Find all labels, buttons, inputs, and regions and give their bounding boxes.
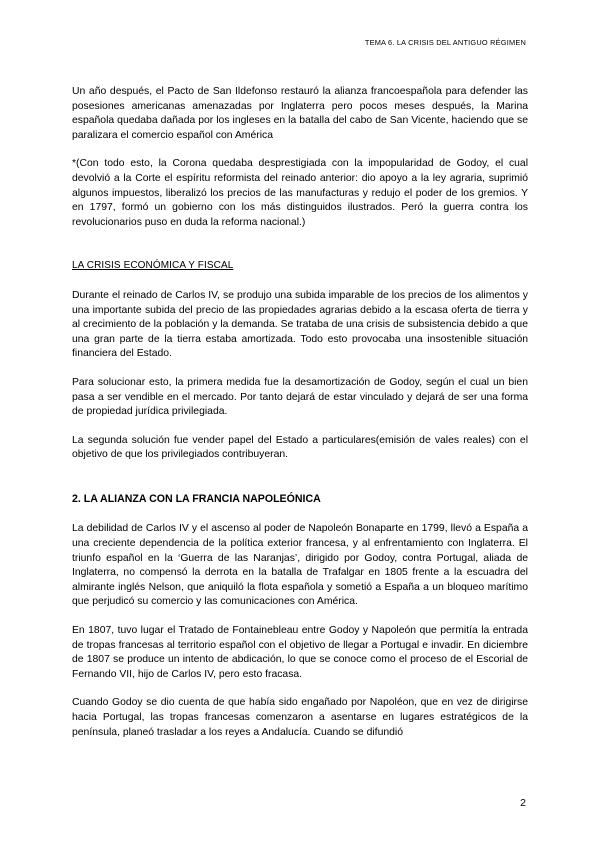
paragraph-crisis-1: Durante el reinado de Carlos IV, se produjo una subida imparable de los precios de los alimentos y una importante subida del precio de las propiedades agrarias debido a la escasa oferta de tierra y al crecimiento de la población y la demanda. Se trataba de una crisis de subsistencia debido a que una gran parte de la tierra estaba amortizada. Todo esto provocaba una insostenible situación financiera del Estado. xyxy=(72,289,528,360)
page-body xyxy=(72,85,528,754)
paragraph-san-ildefonso: Un año después, el Pacto de San Ildefonso restauró la alianza francoespañola para defender las posesiones americanas amenazadas por Inglaterra pero pocos meses después, la Marina española quedaba dañada por los ingleses en la batalla del cabo de San Vicente, haciendo que se paralizara el comercio español con América xyxy=(72,86,528,141)
section-title-alianza: 2. LA ALIANZA CON LA FRANCIA NAPOLEÓNICA xyxy=(72,492,321,505)
paragraph-godoy-note: *(Con todo esto, la Corona quedaba desprestigiada con la impopularidad de Godoy, el cual devolvió a la Corte el espíritu reformista del reinado anterior: dio apoyo a la ley agraria, suprimió algunos impuestos, liberalizó los precios de las manufacturas y redujo el poder de los gremios. Y en 1797, formó un gobierno con los más distinguidos ilustrados. Peró la guerra contra los revolucionarios puso en duda la reforma nacional.) xyxy=(72,158,528,228)
page-number: 2 xyxy=(520,797,526,809)
paragraph-alianza-1: La debilidad de Carlos IV y el ascenso al poder de Napoleón Bonaparte en 1799, llevó a España a una creciente dependencia de la política exterior francesa, y al enfrentamiento con Inglaterra. El triunfo español en la ‘Guerra de las Naranjas’, dirigido por Godoy, contra Portugal, aliada de Inglaterra, no compensó la derrota en la batalla de Trafalgar en 1805 frente a la escuadra del almirante inglés Nelson, que aniquiló la flota española y sometió a España a un bloqueo marítimo que perjudicó su comercio y las comunicaciones con América. xyxy=(72,523,528,608)
paragraph-alianza-3: Cuando Godoy se dio cuenta de que había sido engañado por Napoléon, que en vez de dirigirse hacia Portugal, las tropas francesas comenzaron a asentarse en lugares estratégicos de la península, planeó trasladar a los reyes a Andalucía. Cuando se difundió xyxy=(72,697,528,738)
running-header: TEMA 6. LA CRISIS DEL ANTIGUO RÉGIMEN xyxy=(364,38,526,47)
paragraph-alianza-2: En 1807, tuvo lugar el Tratado de Fontainebleau entre Godoy y Napoleón que permitía la entrada de tropas francesas al territorio español con el objetivo de llegar a Portugal e invadir. En diciembre de 1807 se produce un intento de abdicación, lo que se conoce como el proceso de el Escorial de Fernando VII, hijo de Carlos IV, pero esto fracasa. xyxy=(72,625,528,680)
paragraph-crisis-3: La segunda solución fue vender papel del Estado a particulares(emisión de vales reales) con el objetivo de que los privilegiados contribuyeran. xyxy=(72,434,528,461)
paragraph-crisis-2: Para solucionar esto, la primera medida fue la desamortización de Godoy, según el cual un bien pasa a ser vendible en el mercado. Por tanto dejará de estar vinculado y dejará de ser una forma de propiedad jurídica privilegiada. xyxy=(72,376,528,418)
subheading-crisis: LA CRISIS ECONÓMICA Y FISCAL xyxy=(72,260,234,272)
